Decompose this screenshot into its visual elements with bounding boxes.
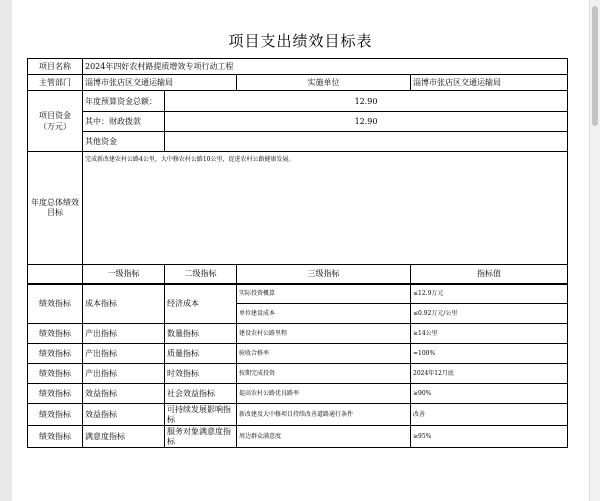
indicator-level2: 产出指标	[83, 344, 165, 364]
indicator-level4: 按期完成投资	[237, 364, 411, 384]
indicator-level1: 绩效指标	[28, 404, 83, 426]
funds-label-line2: （万元）	[39, 122, 71, 131]
indicator-level1: 绩效指标	[28, 324, 83, 344]
project-name-label: 项目名称	[28, 59, 83, 75]
budget-value: 12.90	[165, 91, 568, 112]
indicator-level3: 服务对象满意度指标	[165, 426, 237, 448]
indicator-level3: 时效指标	[165, 364, 237, 384]
vertical-scrollbar[interactable]	[589, 0, 600, 501]
indicator-level4: 建设农村公路里程	[237, 324, 411, 344]
funds-label	[28, 91, 83, 152]
project-name-value: 2024年四好农村路提质增效专项行动工程	[83, 59, 568, 75]
indicator-level2: 效益指标	[83, 404, 165, 426]
indicator-value: 2024年12月底	[411, 364, 568, 384]
indicator-level2: 成本指标	[83, 284, 165, 324]
impl-label: 实施单位	[237, 75, 411, 91]
table-row	[28, 284, 568, 304]
row-project-name	[28, 59, 568, 75]
indicator-level4: 实际投资概算	[237, 284, 411, 304]
indicator-level4: 新改建及大中修项目持续改善道路通行条件	[237, 404, 411, 426]
performance-target-table	[27, 58, 568, 448]
indicator-level1: 绩效指标	[28, 364, 83, 384]
indicator-level1: 绩效指标	[28, 284, 83, 324]
indicator-level3: 可持续发展影响指标	[165, 404, 237, 426]
header-level2: 二级指标	[165, 265, 237, 284]
goal-text: 完成新改建农村公路4公里，大中修农村公路10公里，促进农村公路健康发展。	[83, 152, 568, 265]
document-page	[12, 0, 589, 501]
indicator-level2: 效益指标	[83, 384, 165, 404]
scrollbar-thumb[interactable]	[592, 6, 598, 126]
indicator-level3: 社会效益指标	[165, 384, 237, 404]
dept-label: 主管部门	[28, 75, 83, 91]
indicator-level4: 验收合格率	[237, 344, 411, 364]
header-level1: 一级指标	[83, 265, 165, 284]
indicator-value: ≤12.9万元	[411, 284, 568, 304]
row-other	[28, 132, 568, 152]
indicator-level2: 满意度指标	[83, 426, 165, 448]
indicator-value: ≥95%	[411, 426, 568, 448]
goal-label: 年度总体绩效目标	[28, 152, 83, 265]
row-indicator-header	[28, 265, 568, 284]
indicator-level4: 提高农村公路优良路率	[237, 384, 411, 404]
indicator-level1: 绩效指标	[28, 426, 83, 448]
indicator-level1: 绩效指标	[28, 384, 83, 404]
row-department	[28, 75, 568, 91]
other-label: 其他资金	[83, 132, 165, 152]
indicator-value: ≥14公里	[411, 324, 568, 344]
indicator-value: =100%	[411, 344, 568, 364]
row-goal	[28, 152, 568, 265]
indicator-level2: 产出指标	[83, 364, 165, 384]
page-title: 项目支出绩效目标表	[228, 32, 373, 50]
indicator-value: 改善	[411, 404, 568, 426]
indicator-level1: 绩效指标	[28, 344, 83, 364]
fiscal-label: 其中：财政拨款	[83, 112, 165, 132]
indicator-level2: 产出指标	[83, 324, 165, 344]
indicator-level3: 质量指标	[165, 344, 237, 364]
table-row	[28, 364, 568, 384]
table-row	[28, 324, 568, 344]
table-row	[28, 426, 568, 448]
indicator-level4: 周边群众满意度	[237, 426, 411, 448]
row-fiscal	[28, 112, 568, 132]
row-budget	[28, 91, 568, 112]
funds-label-line1: 项目资金	[39, 111, 71, 120]
impl-value: 淄博市张店区交通运输局	[411, 75, 568, 91]
indicator-level4: 单位建设成本	[237, 304, 411, 324]
indicator-value: ≤0.92万元/公里	[411, 304, 568, 324]
budget-label: 年度预算资金总额：	[83, 91, 165, 112]
dept-value: 淄博市张店区交通运输局	[83, 75, 237, 91]
header-spacer	[28, 265, 83, 284]
fiscal-value: 12.90	[165, 112, 568, 132]
table-row	[28, 344, 568, 364]
header-value: 指标值	[411, 265, 568, 284]
indicator-level3: 经济成本	[165, 284, 237, 324]
other-value	[165, 132, 568, 152]
indicator-level3: 数量指标	[165, 324, 237, 344]
header-level3: 三级指标	[237, 265, 411, 284]
indicator-value: ≥90%	[411, 384, 568, 404]
table-row	[28, 384, 568, 404]
table-row	[28, 404, 568, 426]
